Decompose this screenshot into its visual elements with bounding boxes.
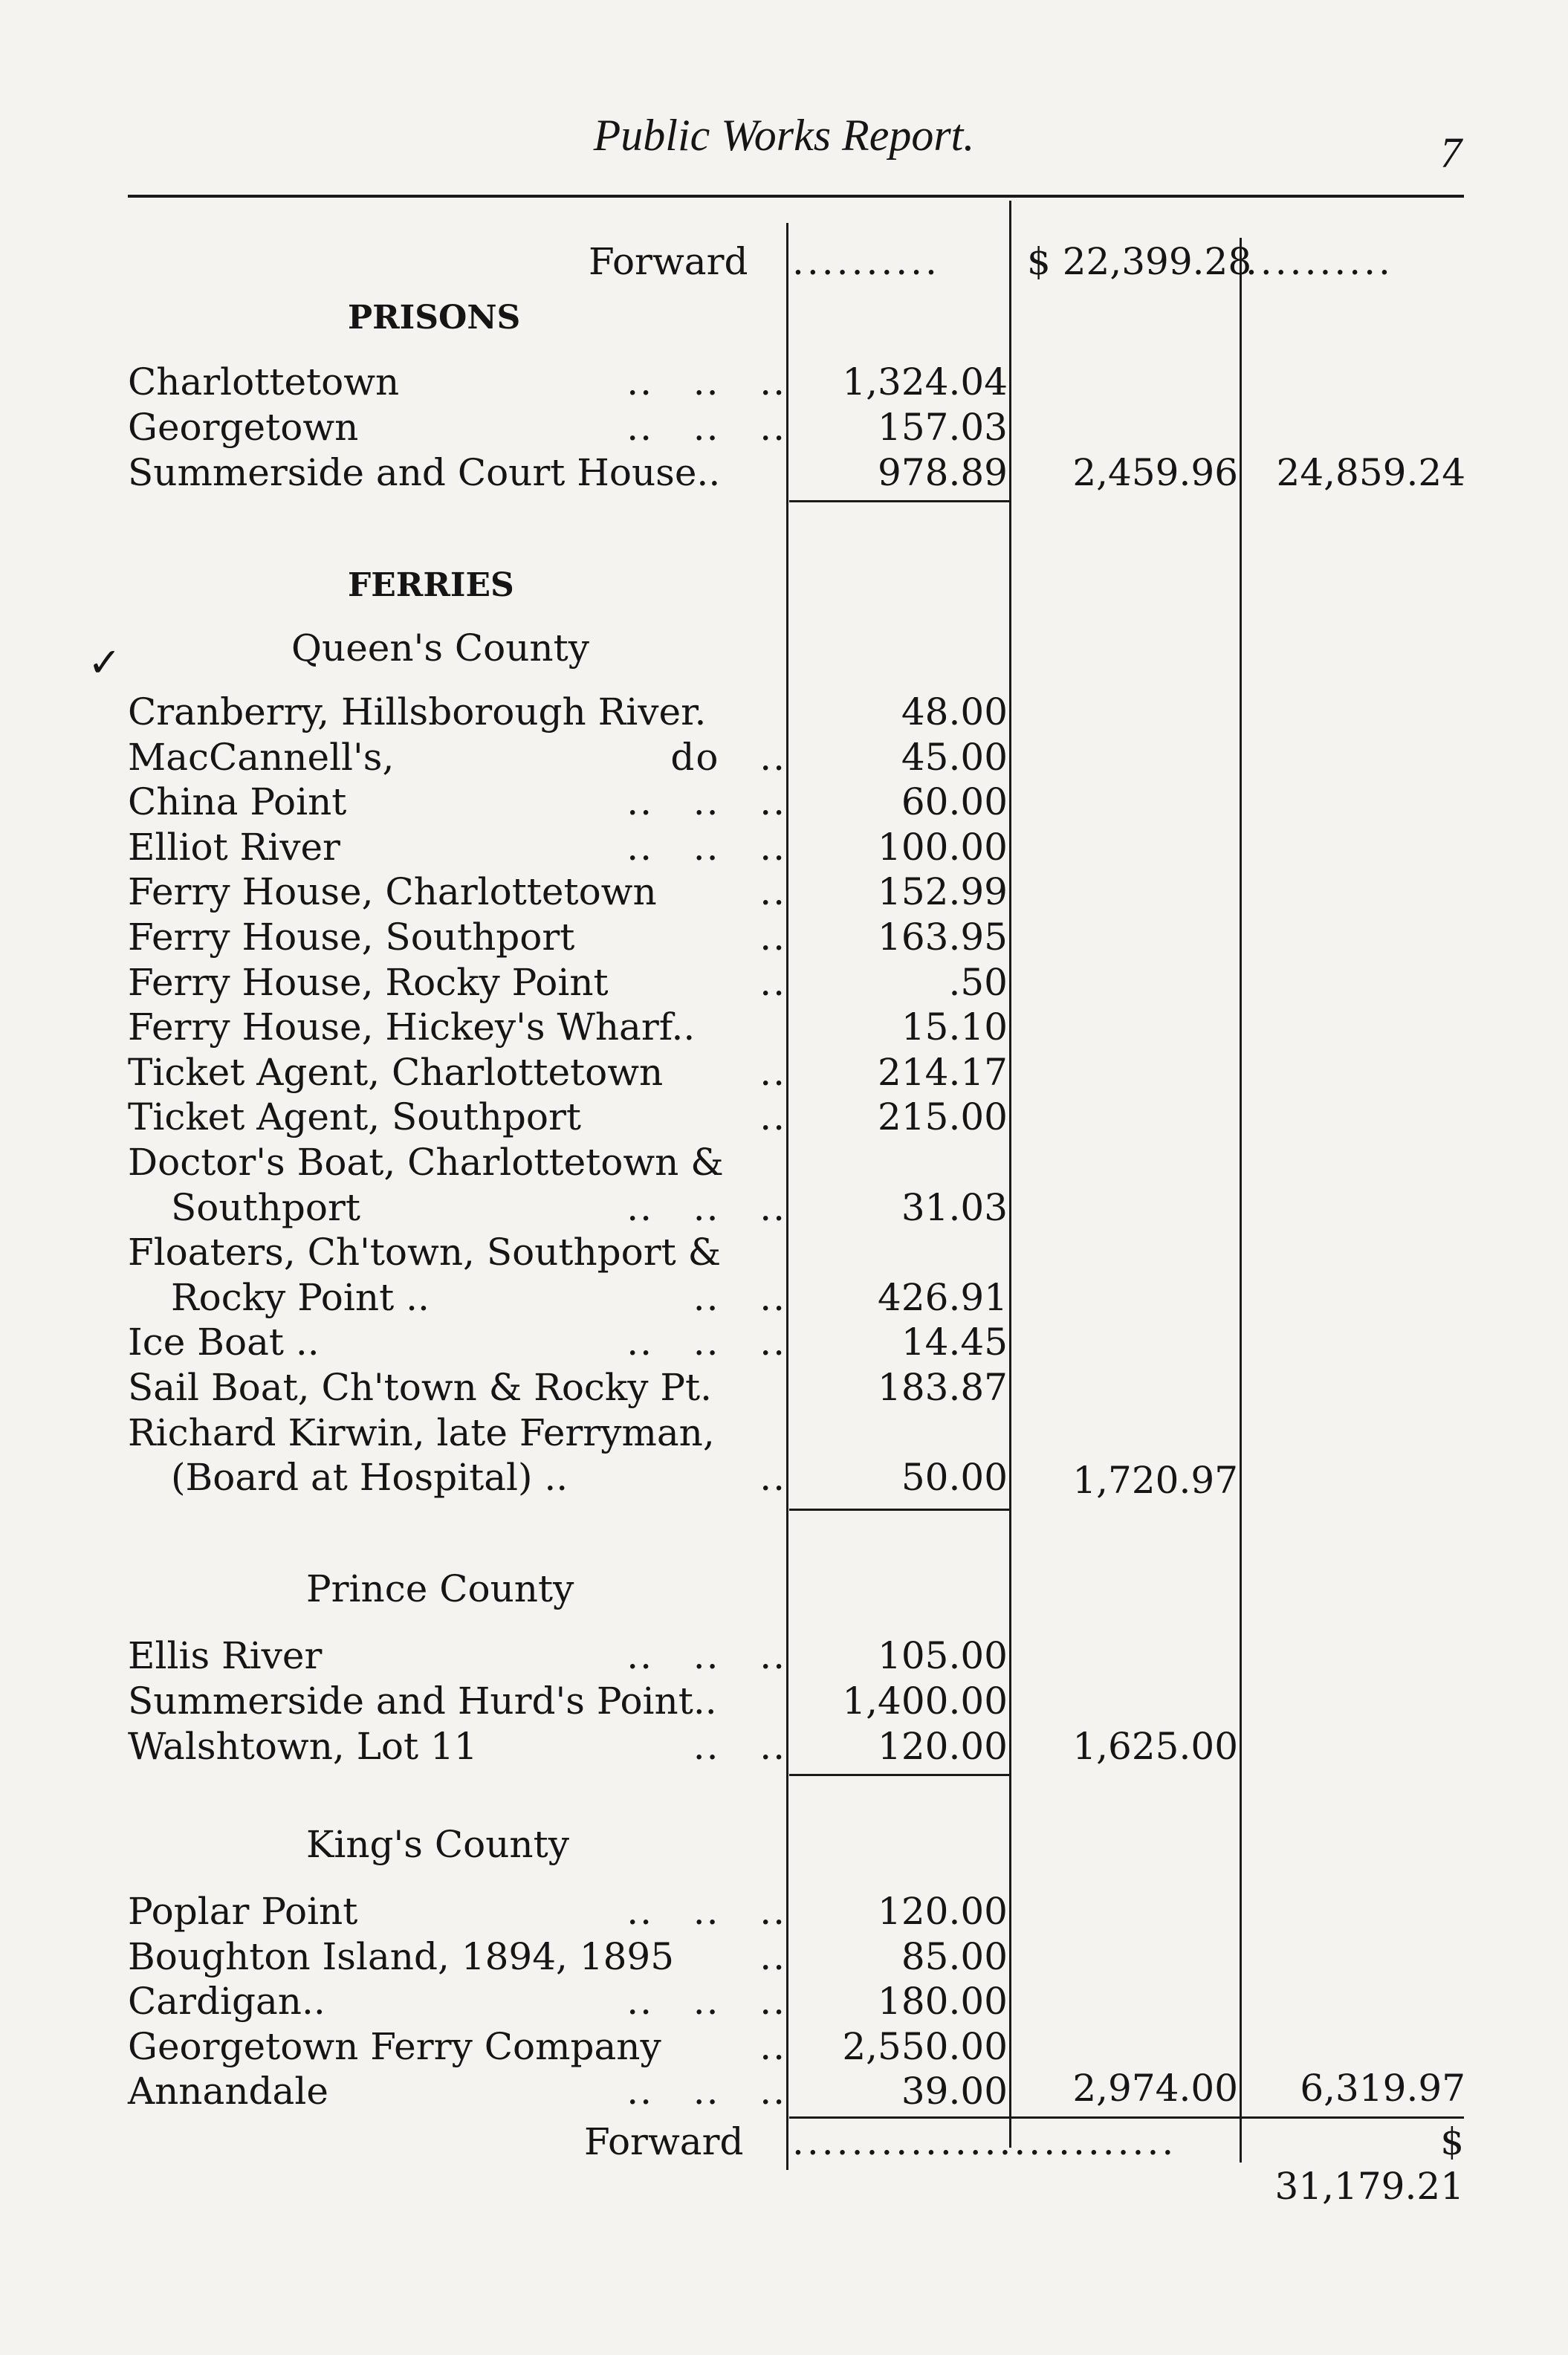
- ledger-row-dots: .. .. ..: [626, 1980, 786, 2023]
- ledger-row-dots: .. .. ..: [626, 2070, 786, 2113]
- ledger-row: [128, 1889, 786, 1934]
- kings-underline: [789, 2116, 1464, 2119]
- forward-amount-bottom: $ 31,179.21: [1274, 2120, 1464, 2208]
- ledger-row: [128, 1633, 786, 1678]
- ledger-row-dots: .. .. ..: [626, 1634, 786, 1677]
- ledger-row: [128, 1140, 786, 1185]
- ledger-row-amount: 180.00: [878, 1980, 1008, 2023]
- ledger-row: [128, 1410, 786, 1455]
- ledger-row-dots: ..: [759, 916, 786, 959]
- ledger-row: [128, 735, 786, 780]
- prince-county-heading: Prince County: [306, 1567, 574, 1610]
- ledger-row: [128, 1320, 786, 1364]
- kings-county-heading: King's County: [306, 1823, 569, 1866]
- forward-label-top: Forward: [589, 240, 748, 283]
- forward-dots-top-right: ..........: [1245, 240, 1393, 283]
- ledger-row-amount: 120.00: [878, 1725, 1008, 1768]
- page-header-title: Public Works Report.: [593, 111, 975, 160]
- ledger-row-dots: ..: [759, 1456, 786, 1500]
- ledger-row-label: Georgetown: [128, 406, 359, 449]
- ledger-row-dots: .. .. ..: [626, 825, 786, 869]
- column-divider-1: [786, 223, 788, 2170]
- ledger-row: [128, 1979, 786, 2024]
- ledger-row: [128, 360, 786, 404]
- ledger-row: [128, 1005, 786, 1049]
- check-mark-icon: ✓: [88, 639, 122, 686]
- kings-subtotal: 2,974.00: [1072, 2067, 1238, 2110]
- ledger-row-amount: 15.10: [901, 1005, 1008, 1049]
- ledger-row-amount: 1,324.04: [842, 360, 1008, 404]
- ledger-row-label: Summerside and Court House..: [128, 451, 721, 494]
- ledger-row: [128, 1679, 786, 1723]
- forward-dots-bottom: ..........................: [792, 2120, 1177, 2163]
- ledger-row-dots: ..: [759, 2024, 786, 2068]
- ledger-row-amount: 39.00: [901, 2070, 1008, 2113]
- ledger-row-amount: 163.95: [878, 916, 1008, 959]
- ledger-row: [128, 1724, 786, 1769]
- ledger-row-amount: 85.00: [901, 1934, 1008, 1978]
- kings-total: 6,319.97: [1300, 2067, 1465, 2110]
- ledger-row-dots: .. .. ..: [626, 360, 786, 404]
- ledger-row-label: Boughton Island, 1894, 1895: [128, 1934, 675, 1978]
- ledger-row-label: Southport: [171, 1185, 360, 1229]
- ledger-row-dots: .. .. ..: [626, 406, 786, 449]
- queens-subtotal: 1,720.97: [1072, 1459, 1238, 1502]
- ledger-row-label: Floaters, Ch'town, Southport &: [128, 1231, 722, 1274]
- ledger-row: [128, 1230, 786, 1274]
- prince-underline: [789, 1774, 1009, 1776]
- ledger-row-dots: .. ..: [693, 1725, 786, 1768]
- column-divider-3: [1240, 238, 1242, 2163]
- ledger-row-dots: do ..: [670, 735, 786, 779]
- ledger-row: [128, 1095, 786, 1139]
- ledger-row: [128, 450, 786, 495]
- ledger-row-label: Annandale: [128, 2070, 328, 2113]
- ledger-row-label: China Point: [128, 780, 347, 824]
- forward-dots-top-left: ..........: [792, 240, 940, 283]
- ledger-row-dots: .. .. ..: [626, 780, 786, 824]
- ledger-row-amount: 50.00: [901, 1456, 1008, 1500]
- ledger-row-amount: 183.87: [878, 1366, 1008, 1409]
- ledger-row-amount: 1,400.00: [842, 1679, 1008, 1723]
- ledger-row-dots: .. ..: [693, 1275, 786, 1319]
- ledger-row-label: Cranberry, Hillsborough River.: [128, 690, 707, 733]
- ledger-row-label: Ellis River: [128, 1634, 323, 1677]
- ledger-row-label: Sail Boat, Ch'town & Rocky Pt.: [128, 1366, 712, 1409]
- ledger-row-amount: 60.00: [901, 780, 1008, 824]
- ledger-row-amount: 31.03: [901, 1185, 1008, 1229]
- ledger-row-amount: .50: [948, 960, 1008, 1004]
- ledger-row: [128, 869, 786, 914]
- ledger-row-dots: .. .. ..: [626, 1890, 786, 1933]
- prisons-underline: [789, 500, 1009, 502]
- ledger-row-amount: 152.99: [878, 870, 1008, 914]
- ledger-row: [128, 2024, 786, 2069]
- ledger-row-dots: ..: [759, 960, 786, 1004]
- ledger-row-amount: 100.00: [878, 825, 1008, 869]
- ledger-row-amount: 426.91: [878, 1275, 1008, 1319]
- ledger-row: [128, 1050, 786, 1095]
- ledger-row-label: (Board at Hospital) ..: [171, 1456, 568, 1500]
- ledger-row-label: Ferry House, Hickey's Wharf..: [128, 1005, 696, 1049]
- ledger-row: [128, 2069, 786, 2113]
- ledger-row: [128, 690, 786, 734]
- ledger-row-label: Ticket Agent, Charlottetown: [128, 1050, 664, 1094]
- ledger-row: [128, 1185, 786, 1230]
- prisons-heading: PRISONS: [348, 299, 521, 337]
- ledger-row-label: Elliot River: [128, 825, 340, 869]
- ledger-row: [128, 405, 786, 450]
- ledger-row-dots: ..: [759, 870, 786, 914]
- queens-underline: [789, 1509, 1009, 1511]
- ledger-row-amount: 2,550.00: [842, 2024, 1008, 2068]
- ledger-row-label: Ferry House, Southport: [128, 916, 575, 959]
- queens-county-heading: Queen's County: [291, 626, 589, 670]
- ledger-row-label: Ticket Agent, Southport: [128, 1095, 581, 1139]
- prince-subtotal: 1,625.00: [1072, 1725, 1238, 1768]
- ledger-row-amount: 978.89: [878, 451, 1008, 494]
- ledger-row-amount: 215.00: [878, 1095, 1008, 1139]
- ledger-row-amount: 48.00: [901, 690, 1008, 733]
- ledger-row-amount: 105.00: [878, 1634, 1008, 1677]
- ledger-row: [128, 960, 786, 1005]
- prisons-total: 24,859.24: [1276, 451, 1465, 494]
- ledger-row-dots: .. .. ..: [626, 1321, 786, 1364]
- ledger-row-label: Cardigan..: [128, 1980, 325, 2023]
- ledger-row-label: Ice Boat ..: [128, 1321, 320, 1364]
- ferries-heading: FERRIES: [348, 566, 514, 604]
- ledger-row-label: Ferry House, Charlottetown: [128, 870, 657, 914]
- ledger-row-label: Ferry House, Rocky Point: [128, 960, 609, 1004]
- ledger-row: [128, 825, 786, 869]
- forward-amount-top: $ 22,399.28: [1027, 240, 1252, 283]
- ledger-row-label: Poplar Point: [128, 1890, 358, 1933]
- ledger-row-dots: ..: [759, 1095, 786, 1139]
- ledger-row: [128, 780, 786, 824]
- ledger-row-label: Richard Kirwin, late Ferryman,: [128, 1410, 715, 1454]
- ledger-row-label: Georgetown Ferry Company: [128, 2024, 661, 2068]
- ledger-row-amount: 120.00: [878, 1890, 1008, 1933]
- ledger-row-label: MacCannell's,: [128, 735, 395, 779]
- ledger-row-label: Walshtown, Lot 11: [128, 1725, 478, 1768]
- ledger-row-dots: ..: [759, 1934, 786, 1978]
- ledger-row: [128, 1365, 786, 1410]
- prisons-subtotal: 2,459.96: [1072, 451, 1238, 494]
- ledger-row-amount: 157.03: [878, 406, 1008, 449]
- header-rule: [128, 195, 1464, 198]
- ledger-row: [128, 1934, 786, 1979]
- ledger-row-amount: 14.45: [901, 1321, 1008, 1364]
- ledger-row: [128, 1275, 786, 1320]
- ledger-row-amount: 214.17: [878, 1050, 1008, 1094]
- ledger-row-label: Doctor's Boat, Charlottetown &: [128, 1141, 724, 1184]
- ledger-row-amount: 45.00: [901, 735, 1008, 779]
- ledger-row-dots: ..: [759, 1050, 786, 1094]
- forward-label-bottom: Forward: [584, 2120, 744, 2163]
- ledger-row-dots: .. .. ..: [626, 1185, 786, 1229]
- ledger-row-label: Rocky Point ..: [171, 1275, 430, 1319]
- ledger-row: [128, 1455, 786, 1500]
- page-number: 7: [1440, 129, 1462, 177]
- ledger-row: [128, 915, 786, 959]
- ledger-row-label: Summerside and Hurd's Point..: [128, 1679, 717, 1723]
- ledger-row-label: Charlottetown: [128, 360, 400, 404]
